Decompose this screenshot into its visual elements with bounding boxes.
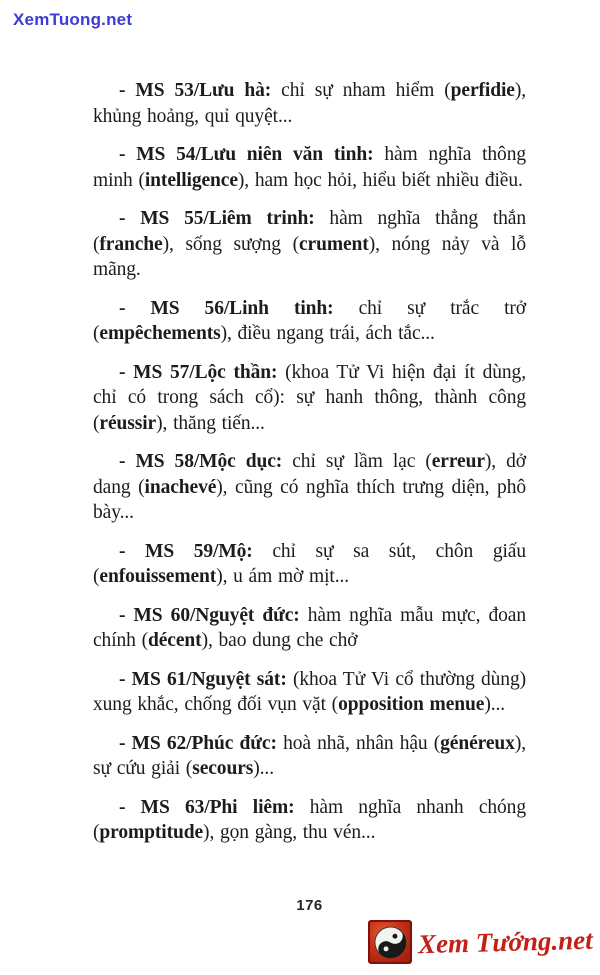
emphasized-text: erreur (431, 451, 485, 472)
emphasized-text: inachevé (144, 476, 217, 498)
paragraph (93, 603, 526, 654)
body-text: chỉ sự sa sút, chôn giấu ( (93, 540, 526, 587)
page-content (93, 78, 526, 859)
body-text: ), thăng tiến... (156, 412, 265, 434)
emphasized-text: - MS 62/Phúc đức: (119, 732, 277, 754)
body-text: ), điều ngang trái, ách tắc... (220, 323, 435, 344)
emphasized-text: - MS 55/Liêm trinh: (119, 208, 315, 229)
emphasized-text: intelligence (144, 169, 238, 191)
emphasized-text: - MS 56/Linh tinh: (119, 297, 334, 319)
emphasized-text: - MS 53/Lưu hà: (119, 80, 272, 101)
watermark-link[interactable]: XemTuong.net (13, 10, 133, 29)
body-text: )... (253, 758, 274, 779)
body-text: chỉ sự trắc trở ( (93, 297, 526, 344)
paragraph (93, 296, 526, 347)
body-text: hoà nhã, nhân hậu ( (276, 732, 441, 754)
body-text: (khoa Tử Vi hiện đại ít dùng, chỉ có trong sách cổ): sự hanh thông, thành công ( (93, 361, 526, 434)
body-text: )... (484, 694, 506, 715)
body-text: hàm nghĩa nhanh chóng ( (93, 796, 526, 843)
body-text: ), nóng nảy và lỗ mãng. (93, 233, 527, 280)
site-logo-text: Xem Tướng.net (417, 924, 594, 959)
body-text: hàm nghĩa thông minh ( (93, 144, 526, 191)
emphasized-text: généreux (440, 732, 515, 754)
body-text: hàm nghĩa mẫu mực, đoan chính ( (93, 604, 526, 651)
emphasized-text: opposition menue (338, 694, 485, 715)
emphasized-text: - MS 61/Nguyệt sát: (119, 668, 287, 690)
body-text: ), khủng hoảng, quỉ quyệt... (93, 80, 526, 127)
body-text: ), dở dang ( (93, 451, 526, 498)
emphasized-text: secours (192, 758, 254, 779)
paragraph (93, 539, 526, 590)
emphasized-text: - MS 60/Nguyệt đức: (119, 604, 300, 626)
emphasized-text: décent (148, 630, 202, 651)
emphasized-text: - MS 63/Phi liêm: (119, 796, 295, 818)
emphasized-text: - MS 59/Mộ: (119, 540, 253, 562)
body-text: ), ham học hỏi, hiểu biết nhiều điều. (237, 169, 523, 191)
paragraph (93, 667, 526, 718)
emphasized-text: - MS 58/Mộc dục: (119, 451, 283, 472)
emphasized-text: franche (99, 233, 163, 255)
body-text: ), bao dung che chở (201, 630, 358, 651)
page-number: 176 (296, 897, 323, 914)
body-text: chỉ sự lầm lạc ( (282, 451, 432, 472)
paragraph (93, 360, 526, 437)
emphasized-text: - MS 54/Lưu niên văn tinh: (119, 144, 374, 165)
emphasized-text: empêchements (99, 323, 221, 344)
paragraph (93, 142, 526, 193)
body-text: ), u ám mờ mịt... (216, 566, 350, 587)
site-logo[interactable] (368, 920, 593, 964)
body-text: hàm nghĩa thẳng thắn ( (93, 208, 526, 255)
body-text: (khoa Tử Vi cổ thường dùng) xung khắc, chống đối vụn vặt ( (93, 668, 526, 715)
emphasized-text: enfouissement (99, 566, 217, 587)
paragraph (93, 449, 526, 526)
paragraph (93, 78, 526, 129)
emphasized-text: perfidie (450, 80, 515, 101)
paragraph-list (93, 78, 526, 846)
emphasized-text: réussir (99, 412, 157, 434)
body-text: chỉ sự nham hiểm ( (271, 80, 451, 101)
body-text: ), sống sượng ( (162, 233, 299, 255)
emphasized-text: - MS 57/Lộc thần: (119, 361, 278, 383)
body-text: ), cũng có nghĩa thích trưng diện, phô bày... (93, 476, 526, 523)
body-text: ), sự cứu giải ( (93, 732, 526, 779)
yin-yang-icon (368, 920, 412, 964)
emphasized-text: promptitude (99, 822, 204, 843)
emphasized-text: crument (298, 233, 369, 255)
paragraph (93, 206, 526, 283)
paragraph (93, 731, 526, 782)
paragraph (93, 795, 526, 846)
body-text: ), gọn gàng, thu vén... (203, 822, 376, 843)
